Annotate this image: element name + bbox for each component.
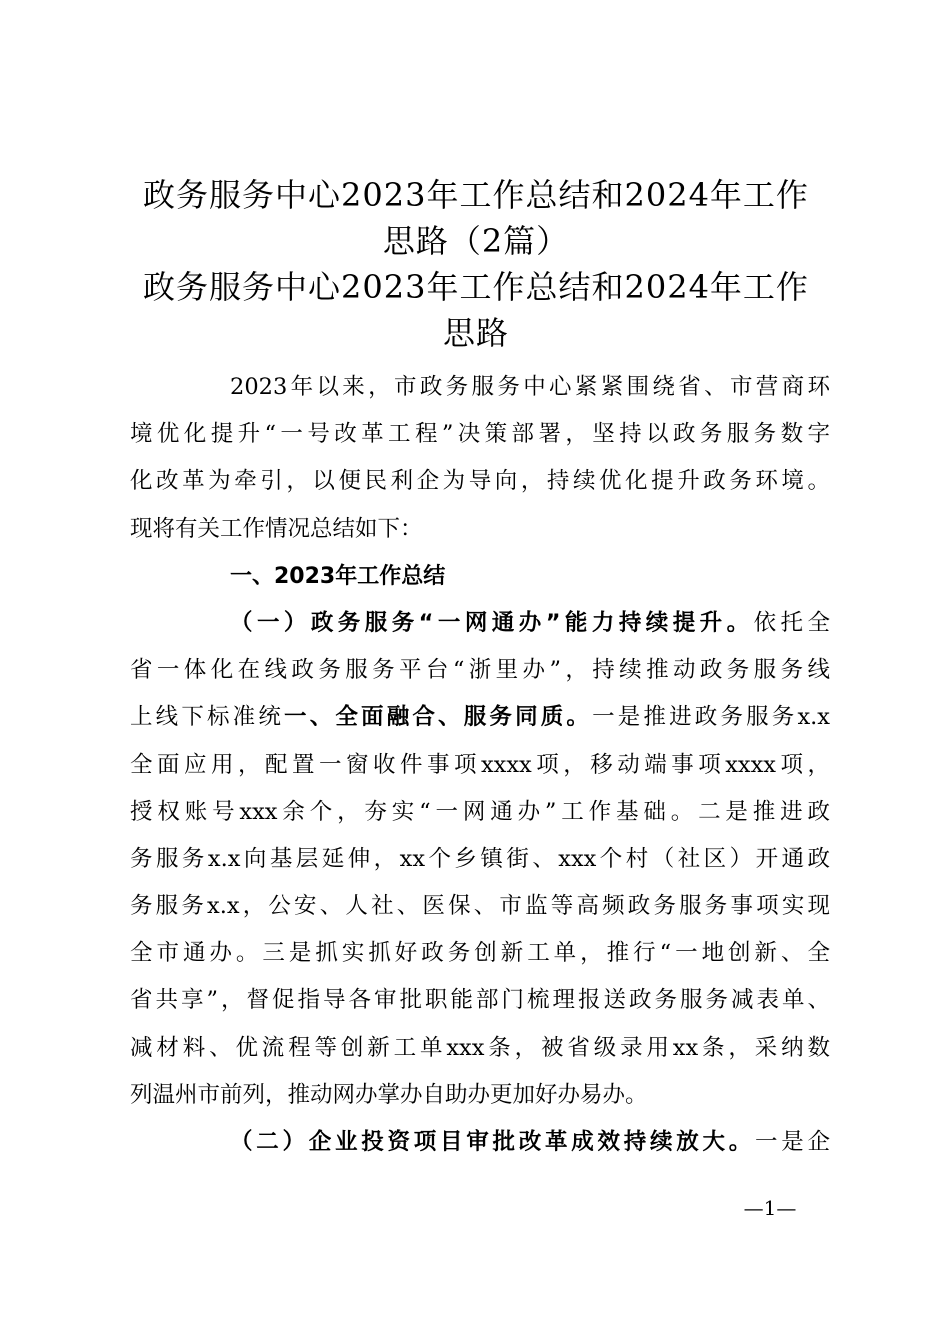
item1-line-6: 务服务x.x向基层延伸，xx个乡镇街、xxx个村（社区）开通政	[130, 845, 830, 872]
item2-line-1-text: 一是企	[754, 1129, 830, 1155]
section-heading-1: 一、2023年工作总结	[230, 563, 446, 589]
item1-line-9: 省共享”，督促指导各审批职能部门梳理报送政务服务减表单、	[130, 987, 830, 1014]
sub-title-line-2: 思路	[442, 314, 509, 352]
main-title-line-2: 思路（2篇）	[382, 222, 570, 260]
item1-line-5: 授权账号xxx余个，夯实“一网通办”工作基础。二是推进政	[130, 798, 830, 825]
sub-title-line-1: 政务服务中心2023年工作总结和2024年工作	[143, 268, 809, 306]
intro-line-4: 现将有关工作情况总结如下：	[130, 515, 423, 542]
item1-line-11: 列温州市前列，推动网办掌办自助办更加好办易办。	[130, 1081, 648, 1108]
intro-line-3: 化改革为牵引，以便民利企为导向，持续优化提升政务环境。	[130, 468, 830, 495]
title-block	[120, 172, 832, 356]
item1-line-10: 减材料、优流程等创新工单xxx条，被省级录用xx条，采纳数	[130, 1034, 830, 1061]
item1-line-3-post: 一是推进政务服务x.x	[592, 704, 830, 731]
page-number: —1—	[743, 1196, 797, 1220]
item1-line-3-pre: 上线下标准统	[130, 704, 285, 731]
document-body	[130, 364, 830, 1166]
item1-line-8: 全市通办。三是抓实抓好政务创新工单，推行“一地创新、全	[130, 940, 830, 967]
item2-heading: （二）企业投资项目审批改革成效持续放大。	[230, 1129, 755, 1155]
item1-heading: （一）政务服务“一网通办”能力持续提升。	[230, 609, 754, 636]
item1-line-1-text: 依托全	[753, 609, 830, 636]
item1-line-3-bold: 一、全面融合、服务同质。	[284, 704, 593, 731]
item2-line-1	[130, 1119, 830, 1166]
item1-line-7: 务服务x.x，公安、人社、医保、市监等高频政务服务事项实现	[130, 893, 830, 920]
main-title-line-1: 政务服务中心2023年工作总结和2024年工作	[143, 176, 809, 214]
intro-line-2: 境优化提升“一号改革工程”决策部署，坚持以政务服务数字	[130, 421, 830, 448]
item1-line-1	[130, 600, 830, 647]
intro-line-1: 2023年以来，市政务服务中心紧紧围绕省、市营商环	[230, 374, 830, 400]
item1-line-3	[130, 694, 830, 741]
item1-line-4: 全面应用，配置一窗收件事项xxxx项，移动端事项xxxx项，	[130, 751, 830, 778]
item1-line-2: 省一体化在线政务服务平台“浙里办”，持续推动政务服务线	[130, 657, 830, 684]
